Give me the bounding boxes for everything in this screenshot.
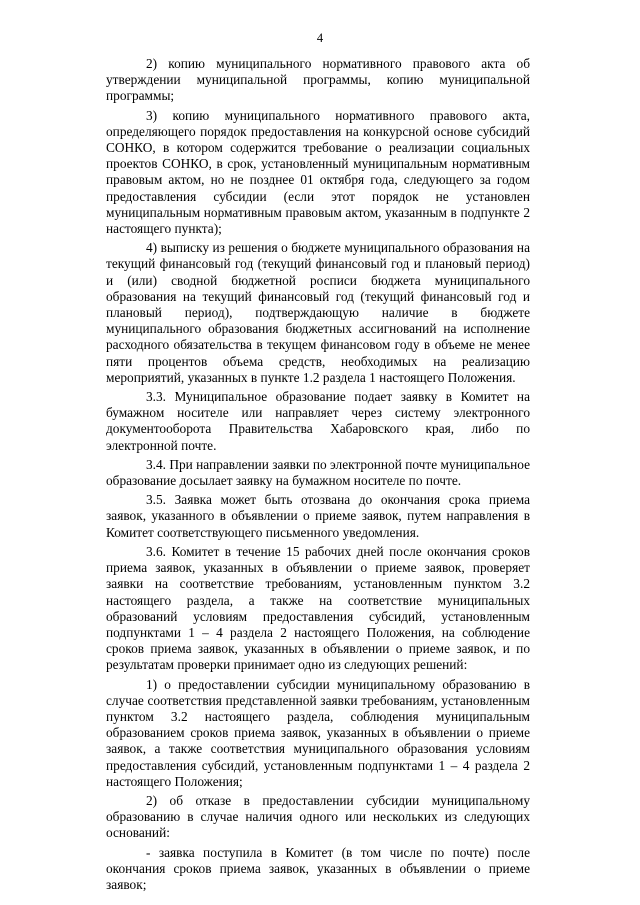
paragraph-3-4: 3.4. При направлении заявки по электронной почте муниципальное образование досылает заявку на бумажном носителе по почте. [106,456,530,489]
paragraph-decision-2: 2) об отказе в предоставлении субсидии муниципальному образованию в случае наличия одного или нескольких из следующих оснований: [106,792,530,841]
paragraph-3-3: 3.3. Муниципальное образование подает заявку в Комитет на бумажном носителе или направляет через систему электронного документооборота Правительства Хабаровского края, либо по электронной почте. [106,389,530,453]
paragraph-3-6: 3.6. Комитет в течение 15 рабочих дней после окончания сроков приема заявок, указанных в объявлении о приеме заявок, проверяет заявки на соответствие требованиям, установленным пунктом 3.2 настоящего раздела, а также на соответствие муниципальных образований условиям предоставления субсидий, установленным подпунктами 1 – 4 раздела 2 настоящего Положения, на соблюдение сроков приема заявок, указанных в объявлении о приеме заявок, и по результатам проверки принимает одно из следующих решений: [106,543,530,673]
paragraph-ground-1: - заявка поступила в Комитет (в том числе по почте) после окончания сроков приема заявок, указанных в объявлении о приеме заявок; [106,844,530,892]
paragraph-3-5: 3.5. Заявка может быть отозвана до окончания срока приема заявок, указанного в объявлении о приеме заявок, путем направления в Комитет соответствующего письменного уведомления. [106,492,530,540]
paragraph-item-4: 4) выписку из решения о бюджете муниципального образования на текущий финансовый год (текущий финансовый год и плановый период) и (или) сводной бюджетной росписи бюджета муниципального образования на текущий финансовый год (текущий финансовый год и плановый период), подтверждающую наличие в бюджете муниципального образования бюджетных ассигнований на исполнение расходного обязательства в текущем финансовом году в объеме не менее пяти процентов объема средств, необходимых на реализацию мероприятий, указанных в пункте 1.2 раздела 1 настоящего Положения. [106,240,530,385]
paragraph-decision-1: 1) о предоставлении субсидии муниципальному образованию в случае соответствия представленной заявки требованиям, установленным пунктом 3.2 настоящего раздела, соблюдения муниципальным образованием сроков приема заявок, указанных в объявлении о приеме заявок, а также соответствия муниципального образования условиям предоставления субсидий, установленным подпунктами 1 – 4 раздела 2 настоящего Положения; [106,676,530,789]
page-number: 4 [316,31,324,45]
document-body [106,56,530,896]
paragraph-item-2: 2) копию муниципального нормативного правового акта об утверждении муниципальной программы, копию муниципальной программы; [106,56,530,104]
paragraph-item-3: 3) копию муниципального нормативного правового акта, определяющего порядок предоставления на конкурсной основе субсидий СОНКО, в котором содержится требование о реализации социальных проектов СОНКО, в срок, установленный муниципальным нормативным правовым актом, но не позднее 01 октября года, следующего за годом предоставления субсидии (если этот порядок не установлен муниципальным нормативным правовым актом, указанным в подпункте 2 настоящего пункта); [106,107,530,237]
